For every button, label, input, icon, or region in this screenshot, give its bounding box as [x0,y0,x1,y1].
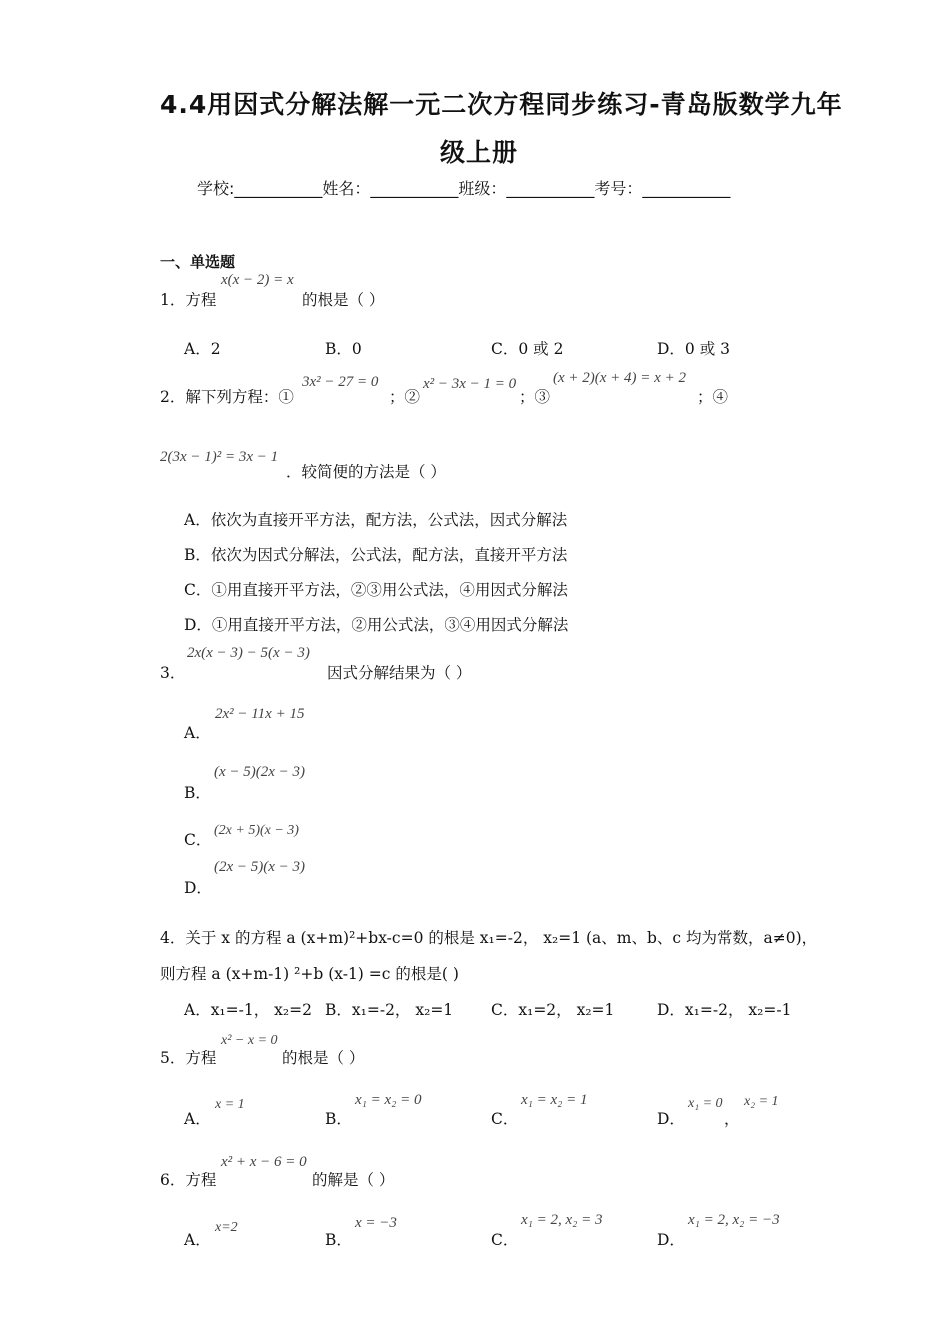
q6-option-b-label: B． [325,1231,352,1249]
q3-option-d-label: D． [184,879,212,897]
q3-option-a-formula: 2x² − 11x + 15 [215,706,305,722]
q5-option-a-label: A． [184,1110,211,1128]
page-title-line2: 级上册 [440,138,519,167]
q5-option-a-formula: x = 1 [215,1097,245,1112]
q6-option-a-formula: x=2 [215,1220,238,1235]
q5-option-b-formula: x₁ = x₂ = 0 [355,1092,422,1108]
q1-tail: 的根是（ ） [302,291,385,309]
q4-line1: 4．关于 x 的方程 a (x+m)²+bx-c=0 的根是 x₁=-2， x₂=1 (a、m、b、c 均为常数，a≠0)， [160,929,818,947]
q1-option-c: C．0 或 2 [491,340,564,358]
q2-formula-4: 2(3x − 1)² = 3x − 1 [160,449,279,465]
q5-option-d-label: D． [657,1110,685,1128]
q5-option-d-formula-2: x₂ = 1 [744,1094,779,1109]
q6-option-d-label: D． [657,1231,685,1249]
q3-option-b-formula: (x − 5)(2x − 3) [214,764,306,780]
q5-option-d-formula: x₁ = 0 [688,1096,723,1111]
q3-option-d-formula: (2x − 5)(x − 3) [214,859,306,875]
q6-option-d-formula: x₁ = 2, x₂ = −3 [688,1212,780,1228]
q5-tail: 的根是（ ） [282,1049,365,1067]
q6-option-c-formula: x₁ = 2, x₂ = 3 [521,1212,603,1228]
q2-sep-3: ；④ [697,388,729,406]
q4-option-c: C．x₁=2， x₂=1 [491,1001,615,1019]
q3-tail: 因式分解结果为（ ） [327,664,472,682]
q1-number: 1．方程 [160,291,217,309]
q2-prefix: 2．解下列方程：① [160,388,294,406]
q5-formula: x² − x = 0 [221,1033,278,1048]
q5-option-d-comma: ， [724,1110,740,1128]
q5-option-b-label: B． [325,1110,352,1128]
q3-option-b-label: B． [184,784,211,802]
q5-option-c-label: C． [491,1110,519,1128]
q6-tail: 的解是（ ） [312,1171,395,1189]
q1-formula: x(x − 2) = x [221,272,294,288]
q4-line2: 则方程 a (x+m-1) ²+b (x-1) =c 的根是( ) [160,965,459,983]
page-title-line1: 4.4用因式分解法解一元二次方程同步练习-青岛版数学九年 [160,90,843,119]
q2-tail: ．较简便的方法是（ ） [286,463,446,481]
q2-sep-2: ；③ [519,388,551,406]
q4-option-d: D．x₁=-2， x₂=-1 [657,1001,792,1019]
q6-formula: x² + x − 6 = 0 [221,1154,307,1170]
q3-option-a-label: A． [184,724,211,742]
q3-formula: 2x(x − 3) − 5(x − 3) [187,645,310,661]
q3-number: 3． [160,664,186,682]
q6-option-a-label: A． [184,1231,211,1249]
q2-option-c: C．①用直接开平方法，②③用公式法，④用因式分解法 [184,581,568,599]
student-info-line: 学校:___________姓名：___________班级：___________考号：___________ [197,179,731,198]
q2-formula-3: (x + 2)(x + 4) = x + 2 [553,370,686,386]
q5-option-c-formula: x₁ = x₂ = 1 [521,1092,588,1108]
q2-sep-1: ；② [389,388,421,406]
section-heading: 一、单选题 [160,253,236,271]
q6-number: 6．方程 [160,1171,217,1189]
q3-option-c-label: C． [184,831,212,849]
q2-option-a: A．依次为直接开平方法，配方法，公式法，因式分解法 [184,511,568,529]
q2-option-b: B．依次为因式分解法，公式法，配方法，直接开平方法 [184,546,568,564]
q2-option-d: D．①用直接开平方法，②用公式法，③④用因式分解法 [184,616,569,634]
q6-option-c-label: C． [491,1231,519,1249]
q1-option-d: D．0 或 3 [657,340,731,358]
q4-option-b: B．x₁=-2， x₂=1 [325,1001,454,1019]
q3-option-c-formula: (2x + 5)(x − 3) [214,823,299,838]
q2-formula-1: 3x² − 27 = 0 [302,374,379,390]
q5-number: 5．方程 [160,1049,217,1067]
q2-formula-2: x² − 3x − 1 = 0 [423,376,517,392]
q1-option-a: A．2 [184,340,221,358]
q4-option-a: A．x₁=-1， x₂=2 [184,1001,312,1019]
q1-option-b: B．0 [325,340,362,358]
q6-option-b-formula: x = −3 [355,1215,397,1231]
